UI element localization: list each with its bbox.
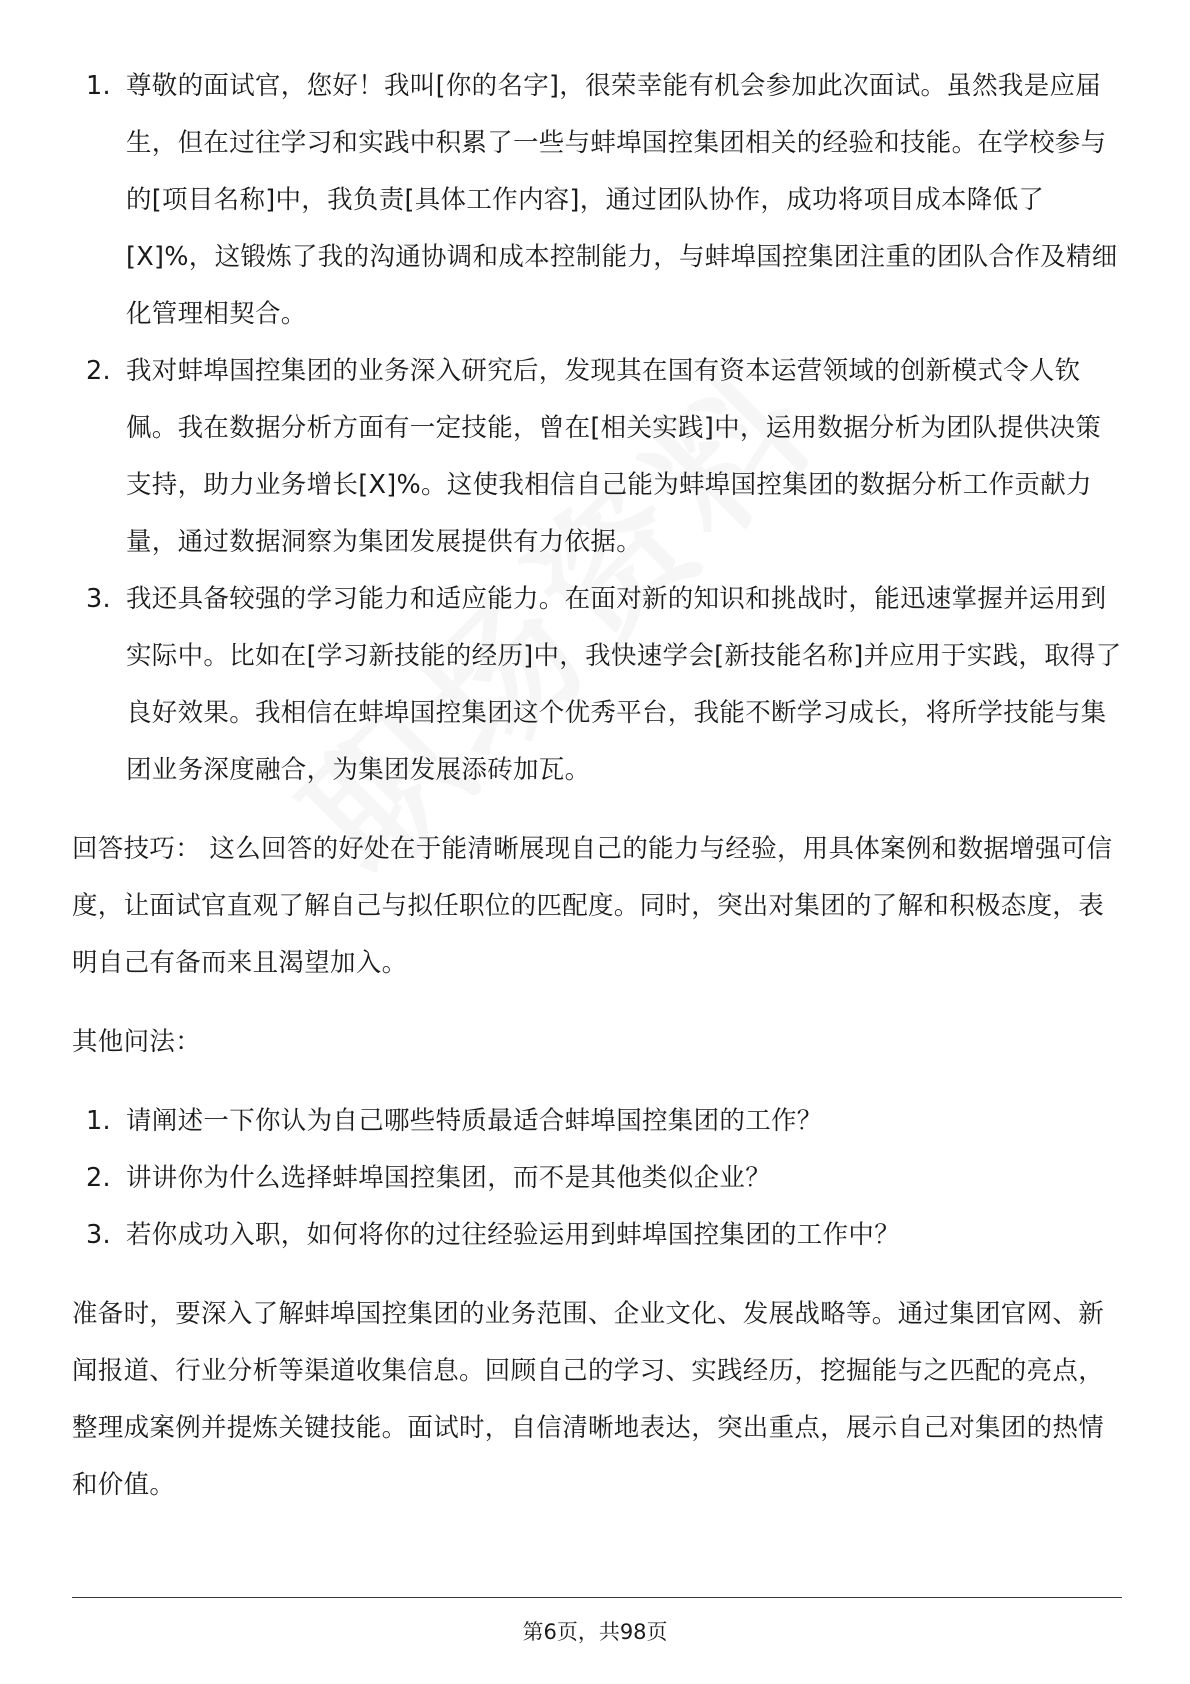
list-number: 1. <box>86 71 111 101</box>
list-number: 2. <box>86 1163 111 1193</box>
other-questions-list <box>72 1093 1122 1264</box>
preparation-advice: 准备时，要深入了解蚌埠国控集团的业务范围、企业文化、发展战略等。通过集团官网、新闻报道、行业分析等渠道收集信息。回顾自己的学习、实践经历，挖掘能与之匹配的亮点，整理成案例并提炼关键技能。面试时，自信清晰地表达，突出重点，展示自己对集团的热情和价值。 <box>72 1299 1105 1500</box>
answer-text: 我还具备较强的学习能力和适应能力。在面对新的知识和挑战时，能迅速掌握并运用到实际中。比如在[学习新技能的经历]中，我快速学会[新技能名称]并应用于实践，取得了良好效果。我相信在蚌埠国控集团这个优秀平台，我能不断学习成长，将所学技能与集团业务深度融合，为集团发展添砖加瓦。 <box>126 584 1122 785</box>
other-question-1 <box>72 1093 1122 1150</box>
answer-point-1 <box>72 58 1122 343</box>
other-questions-title: 其他问法： <box>72 1027 202 1057</box>
answer-text: 尊敬的面试官，您好！我叫[你的名字]，很荣幸能有机会参加此次面试。虽然我是应届生，但在过往学习和实践中积累了一些与蚌埠国控集团相关的经验和技能。在学校参与的[项目名称]中，我负责[具体工作内容]，通过团队协作，成功将项目成本降低了[X]%，这锻炼了我的沟通协调和成本控制能力，与蚌埠国控集团注重的团队合作及精细化管理相契合。 <box>126 71 1118 329</box>
answer-point-3 <box>72 571 1122 799</box>
other-question-3 <box>72 1207 1122 1264</box>
answer-text: 我对蚌埠国控集团的业务深入研究后，发现其在国有资本运营领域的创新模式令人钦佩。我在数据分析方面有一定技能，曾在[相关实践]中，运用数据分析为团队提供决策支持，助力业务增长[X]%。这使我相信自己能为蚌埠国控集团的数据分析工作贡献力量，通过数据洞察为集团发展提供有力依据。 <box>126 356 1102 557</box>
list-number: 3. <box>86 584 111 614</box>
other-question-2 <box>72 1150 1122 1207</box>
question-text: 若你成功入职，如何将你的过往经验运用到蚌埠国控集团的工作中？ <box>126 1220 901 1250</box>
answer-point-2 <box>72 343 1122 571</box>
question-text: 请阐述一下你认为自己哪些特质最适合蚌埠国控集团的工作？ <box>126 1106 823 1136</box>
question-text: 讲讲你为什么选择蚌埠国控集团，而不是其他类似企业？ <box>126 1163 772 1193</box>
page-content <box>72 58 1122 1514</box>
answer-tip: 回答技巧： 这么回答的好处在于能清晰展现自己的能力与经验，用具体案例和数据增强可信度，让面试官直观了解自己与拟任职位的匹配度。同时，突出对集团的了解和积极态度，表明自己有备而来且渴望加入。 <box>72 834 1113 978</box>
answer-list <box>72 58 1122 799</box>
footer-divider <box>72 1597 1122 1598</box>
list-number: 3. <box>86 1220 111 1250</box>
list-number: 2. <box>86 356 111 386</box>
page-number: 第6页，共98页 <box>522 1620 668 1644</box>
list-number: 1. <box>86 1106 111 1136</box>
